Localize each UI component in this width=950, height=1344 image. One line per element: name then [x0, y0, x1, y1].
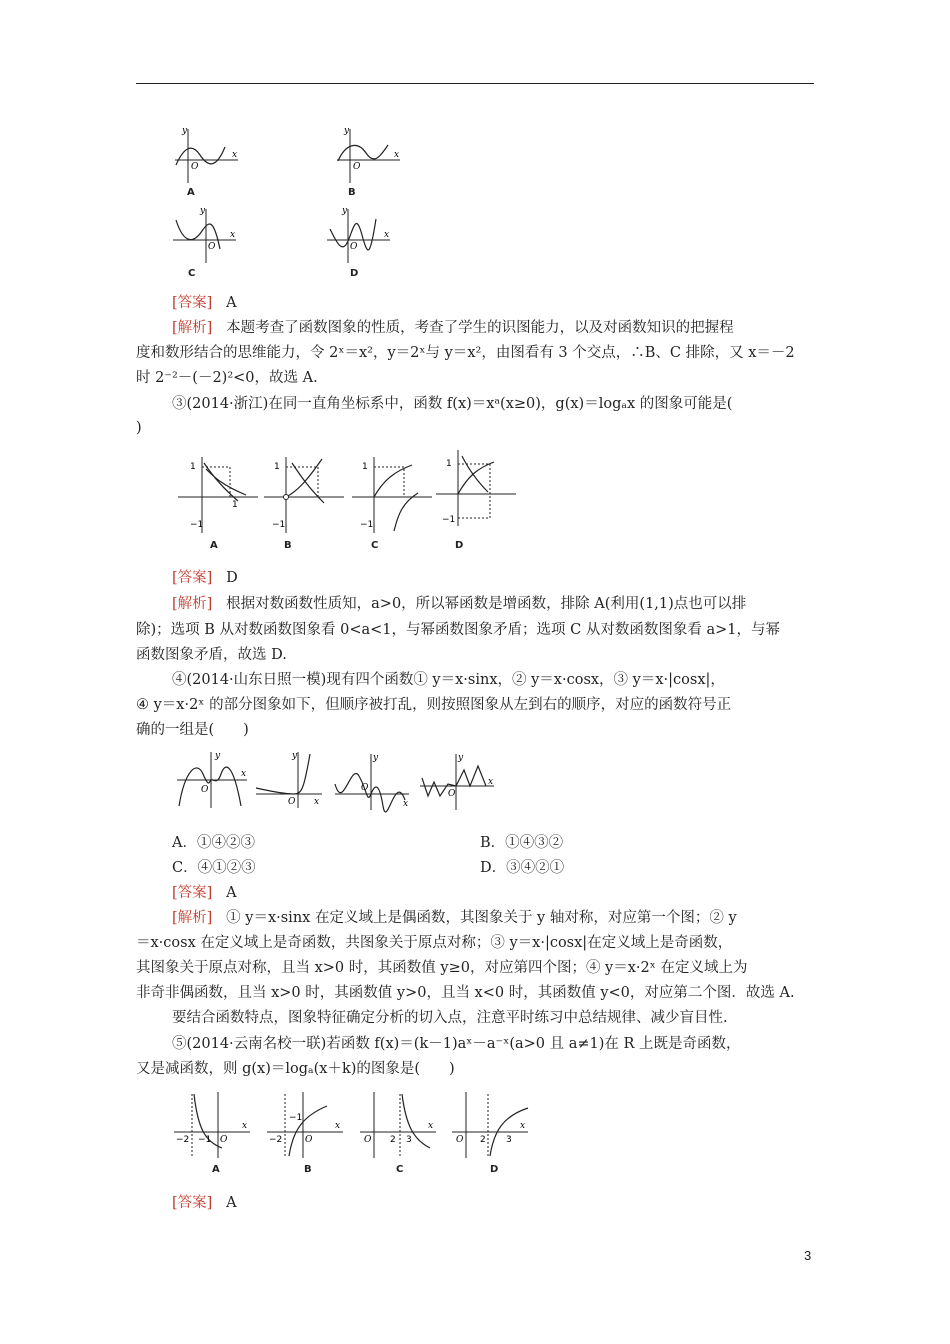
q4-graph-1: [175, 750, 250, 814]
header-rule: [136, 83, 814, 84]
q3-caption-a: A: [210, 540, 218, 551]
q4-stem-1: ④(2014·山东日照一模)现有四个函数① y＝x·sinx，② y＝x·cosx，③ y＝x·|cosx|，: [172, 672, 725, 688]
svg-text:y: y: [344, 126, 350, 136]
q5-caption-d: D: [490, 1164, 499, 1175]
svg-text:x: x: [241, 769, 247, 779]
svg-text:x: x: [394, 150, 400, 160]
q3-stem-2: ): [136, 420, 142, 436]
q4-analysis-4: 非奇非偶函数，且当 x>0 时，其函数值 y>0，且当 x<0 时，其函数值 y<0，对应第二个图．故选 A.: [136, 985, 795, 1001]
svg-text:1: 1: [362, 462, 368, 472]
figure-option-d: [322, 205, 392, 269]
q4-graph-3: [333, 752, 413, 816]
q2-answer: [172, 293, 237, 313]
svg-text:O: O: [350, 242, 358, 252]
q5-figure-a: [172, 1090, 252, 1164]
caption-d: D: [350, 268, 359, 279]
svg-text:y: y: [373, 753, 379, 763]
q3-figure-a: [176, 455, 260, 539]
q2-analysis-1: [172, 318, 734, 338]
q4-stem-2: ④ y＝x·2ˣ 的部分图象如下，但顺序被打乱，则按照图象从左到右的顺序，对应的函数符号正: [136, 697, 732, 713]
svg-text:O: O: [201, 785, 209, 795]
q4-analysis-1: [172, 908, 737, 928]
q4-stem-3: 确的一组是( ): [136, 722, 249, 738]
svg-text:−2: −2: [269, 1135, 283, 1145]
q3-caption-d: D: [455, 540, 464, 551]
q4-option-a: A．①④②③: [172, 835, 255, 851]
svg-text:x: x: [242, 1121, 248, 1131]
q3-analysis-1: [172, 594, 746, 614]
q4-option-d: D．③④②①: [480, 860, 565, 876]
svg-text:O: O: [208, 242, 216, 252]
svg-text:O: O: [353, 162, 361, 172]
figure-option-c: [168, 205, 238, 269]
answer-tag: [答案]: [172, 1195, 213, 1211]
q5-answer: [172, 1193, 237, 1213]
figure-option-b: [332, 125, 402, 189]
svg-text:1: 1: [446, 459, 452, 469]
svg-text:y: y: [182, 126, 188, 136]
svg-text:3: 3: [506, 1135, 512, 1145]
svg-text:−1: −1: [198, 1135, 212, 1145]
svg-text:O: O: [191, 162, 199, 172]
svg-text:O: O: [364, 1135, 372, 1145]
analysis-tag: [解析]: [172, 320, 213, 336]
caption-b: B: [348, 187, 356, 198]
svg-text:y: y: [200, 206, 206, 216]
q3-analysis-2: 除)；选项 B 从对数函数图象看 0<a<1，与幂函数图象矛盾；选项 C 从对数函数图象看 a>1，与幂: [136, 622, 780, 638]
svg-text:1: 1: [190, 462, 196, 472]
svg-text:O: O: [456, 1135, 464, 1145]
svg-text:2: 2: [480, 1135, 486, 1145]
analysis-tag: [解析]: [172, 596, 213, 612]
q5-figure-b: [265, 1090, 345, 1164]
svg-text:x: x: [520, 1121, 526, 1131]
figure-option-a: [170, 125, 240, 189]
svg-text:−1: −1: [272, 520, 286, 530]
answer-value: A: [226, 885, 237, 901]
q3-caption-b: B: [284, 540, 292, 551]
q3-figure-c: [350, 455, 434, 539]
svg-text:O: O: [448, 789, 456, 799]
svg-text:x: x: [384, 230, 390, 240]
svg-text:y: y: [215, 751, 221, 761]
q5-figure-c: [358, 1090, 438, 1164]
q5-stem-2: 又是减函数，则 g(x)＝logₐ(x＋k)的图象是( ): [136, 1061, 455, 1077]
svg-text:O: O: [220, 1135, 228, 1145]
answer-tag: [答案]: [172, 885, 213, 901]
q3-caption-c: C: [371, 540, 379, 551]
svg-text:x: x: [314, 797, 320, 807]
q4-analysis-2: ＝x·cosx 在定义域上是奇函数，共图象关于原点对称；③ y＝x·|cosx|在定义域上是奇函数，: [136, 935, 733, 951]
analysis-text: 根据对数函数性质知，a>0，所以幂函数是增函数，排除 A(利用(1,1)点也可以排: [226, 596, 747, 612]
q4-answer: [172, 883, 237, 903]
q3-answer: [172, 568, 238, 588]
q4-option-b: B．①④③②: [480, 835, 564, 851]
svg-text:−1: −1: [289, 1113, 303, 1123]
svg-text:−1: −1: [360, 520, 374, 530]
q3-stem-1: ③(2014·浙江)在同一直角坐标系中，函数 f(x)＝xᵃ(x≥0)，g(x)＝logₐx 的图象可能是(: [172, 396, 733, 412]
q2-analysis-3: 时 2⁻²－(－2)²<0，故选 A.: [136, 370, 318, 386]
svg-text:x: x: [488, 777, 494, 787]
answer-tag: [答案]: [172, 295, 213, 311]
q5-figure-d: [450, 1090, 530, 1164]
q4-analysis-3: 其图象关于原点对称，且当 x>0 时，其函数值 y≥0，对应第四个图；④ y＝x·2ˣ 在定义域上为: [136, 960, 748, 976]
svg-text:O: O: [305, 1135, 313, 1145]
svg-text:−1: −1: [190, 520, 204, 530]
svg-text:−1: −1: [442, 515, 456, 525]
q5-caption-b: B: [304, 1164, 312, 1175]
caption-a: A: [187, 187, 195, 198]
svg-text:3: 3: [406, 1135, 412, 1145]
q5-caption-a: A: [212, 1164, 220, 1175]
q4-graph-4: [418, 752, 498, 816]
svg-text:x: x: [335, 1121, 341, 1131]
q2-analysis-2: 度和数形结合的思维能力，令 2ˣ＝x²，y＝2ˣ与 y＝x²，由图看有 3 个交点，∴B、C 排除，又 x＝－2: [136, 345, 795, 361]
svg-text:x: x: [230, 230, 236, 240]
analysis-text: ① y＝x·sinx 在定义域上是偶函数，其图象关于 y 轴对称，对应第一个图；② y: [226, 910, 737, 926]
svg-text:y: y: [292, 751, 298, 761]
caption-c: C: [188, 268, 196, 279]
svg-text:2: 2: [390, 1135, 396, 1145]
q3-figure-d: [434, 448, 518, 532]
q5-stem-1: ⑤(2014·云南名校一联)若函数 f(x)＝(k－1)aˣ－a⁻ˣ(a>0 且 a≠1)在 R 上既是奇函数，: [172, 1036, 741, 1052]
svg-text:y: y: [458, 753, 464, 763]
answer-value: D: [226, 570, 238, 586]
svg-text:x: x: [403, 799, 409, 809]
q5-caption-c: C: [396, 1164, 404, 1175]
svg-text:O: O: [288, 797, 296, 807]
answer-value: A: [226, 1195, 237, 1211]
q4-option-c: C．④①②③: [172, 860, 256, 876]
q4-note: 要结合函数特点，图象特征确定分析的切入点，注意平时练习中总结规律、减少盲目性.: [172, 1010, 728, 1026]
q3-figure-b: [262, 455, 346, 539]
q3-analysis-3: 函数图象矛盾，故选 D.: [136, 647, 287, 663]
svg-text:y: y: [342, 206, 348, 216]
svg-text:x: x: [232, 150, 238, 160]
svg-text:1: 1: [274, 462, 280, 472]
svg-text:1: 1: [232, 500, 238, 510]
answer-value: A: [226, 295, 237, 311]
page-number: 3: [804, 1248, 812, 1263]
svg-text:x: x: [428, 1121, 434, 1131]
analysis-text: 本题考查了函数图象的性质，考查了学生的识图能力，以及对函数知识的把握程: [226, 320, 734, 336]
answer-tag: [答案]: [172, 570, 213, 586]
svg-text:O: O: [361, 783, 369, 793]
analysis-tag: [解析]: [172, 910, 213, 926]
svg-text:−2: −2: [176, 1135, 190, 1145]
q4-graph-2: [254, 750, 329, 814]
